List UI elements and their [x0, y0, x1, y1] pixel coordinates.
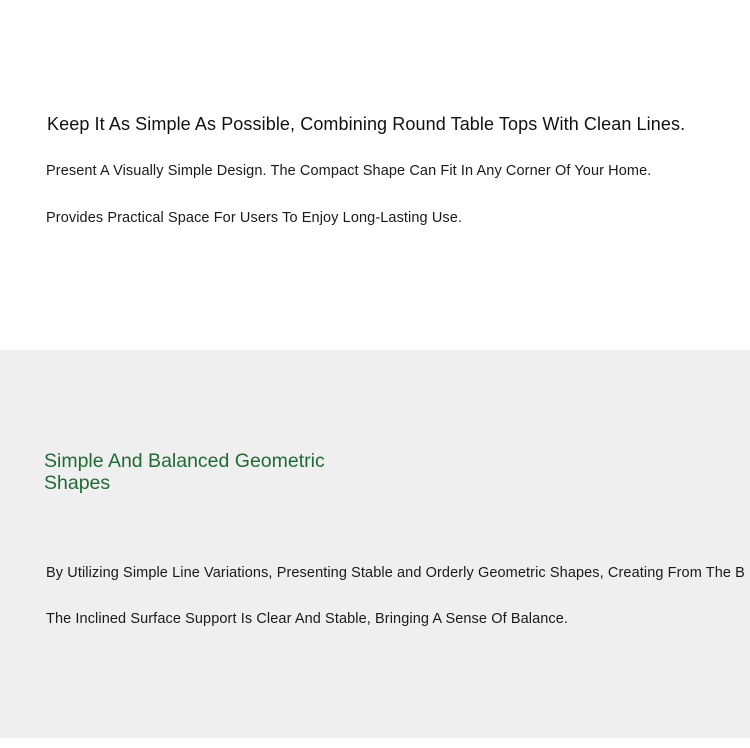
feature-line-practical-space: Provides Practical Space For Users To Enjoy Long-Lasting Use.	[46, 210, 463, 226]
feature-line-inclined-support: The Inclined Surface Support Is Clear And Stable, Bringing A Sense Of Balance.	[46, 611, 569, 627]
feature-line-geometric: By Utilizing Simple Line Variations, Presenting Stable and Orderly Geometric Shapes, Creating From The B	[46, 565, 745, 581]
feature-line-compact-shape: Present A Visually Simple Design. The Compact Shape Can Fit In Any Corner Of Your Home.	[46, 163, 652, 179]
section-headline: Keep It As Simple As Possible, Combining Round Table Tops With Clean Lines.	[47, 114, 686, 134]
geometric-shapes-title: Simple And Balanced Geometric Shapes	[44, 450, 325, 494]
bottom-strip	[0, 738, 750, 748]
bottom-section	[0, 350, 750, 738]
